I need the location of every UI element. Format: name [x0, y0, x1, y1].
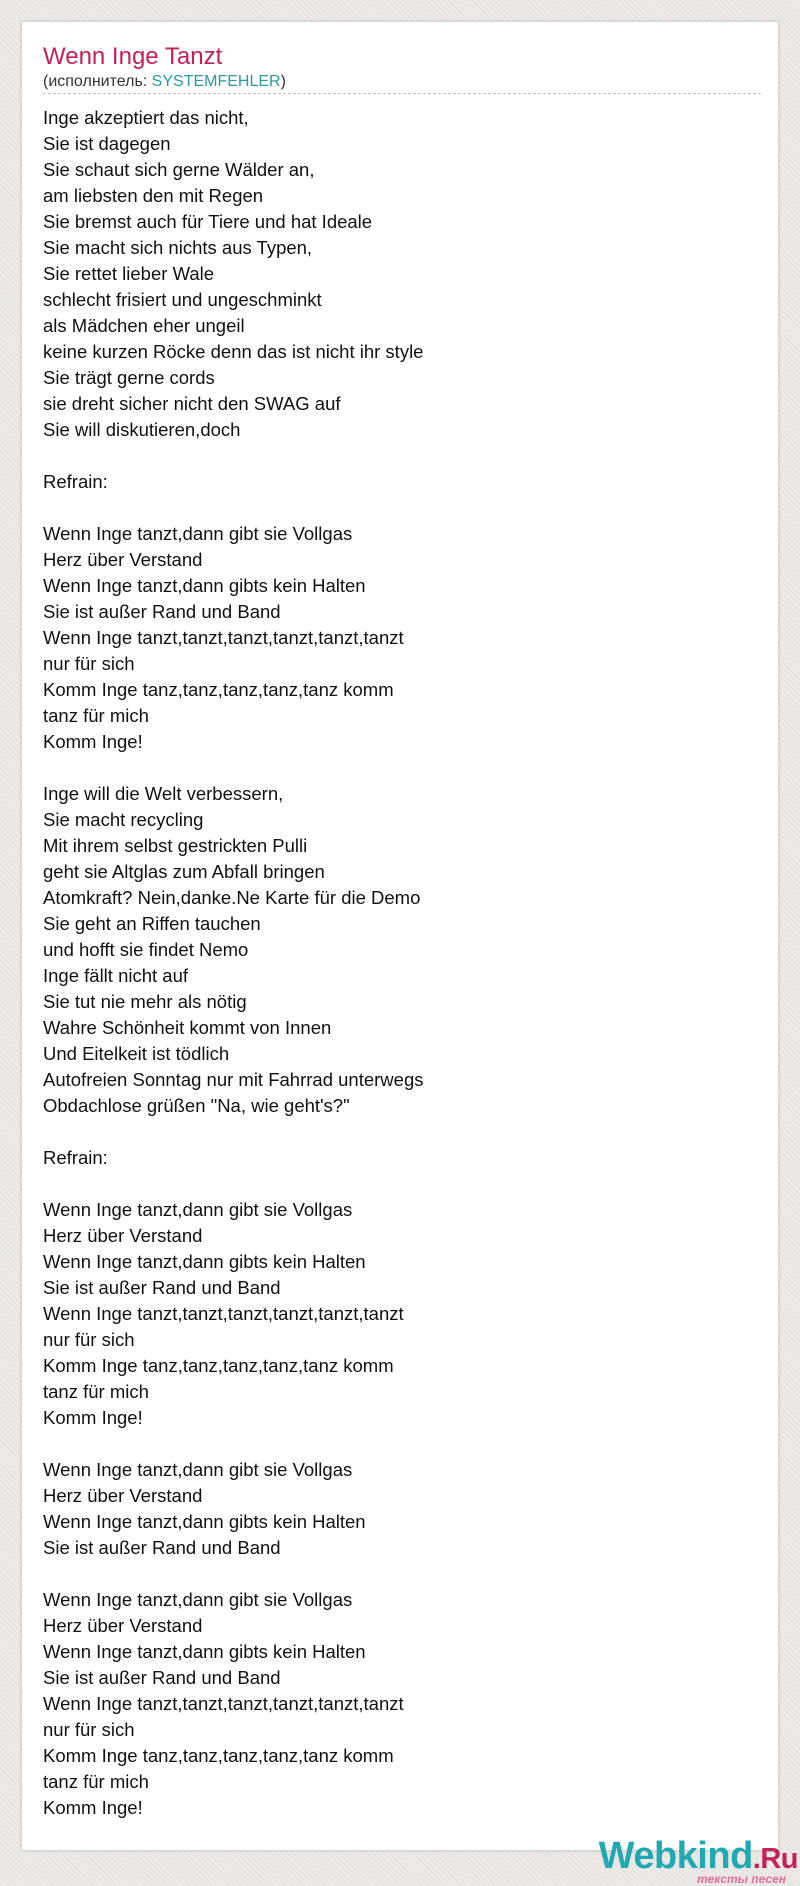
- lyric-line: Herz über Verstand: [43, 1485, 203, 1506]
- song-title: Wenn Inge Tanzt: [43, 43, 223, 70]
- lyric-line: Sie ist außer Rand und Band: [43, 1277, 281, 1298]
- lyrics-text: [43, 105, 424, 1821]
- logo-main-text: Webkind: [598, 1835, 753, 1877]
- lyric-line: Atomkraft? Nein,danke.Ne Karte für die Demo: [43, 887, 421, 908]
- lyric-line: Und Eitelkeit ist tödlich: [43, 1043, 230, 1064]
- lyric-line: Inge fällt nicht auf: [43, 965, 189, 986]
- lyric-line: am liebsten den mit Regen: [43, 185, 264, 206]
- lyric-line: Autofreien Sonntag nur mit Fahrrad unterwegs: [43, 1069, 424, 1090]
- lyric-line: Wenn Inge tanzt,dann gibts kein Halten: [43, 1511, 366, 1532]
- webkind-logo[interactable]: [583, 1835, 798, 1886]
- lyric-line: keine kurzen Röcke denn das ist nicht ihr style: [43, 341, 424, 362]
- lyric-line: Wenn Inge tanzt,tanzt,tanzt,tanzt,tanzt,tanzt: [43, 627, 404, 648]
- lyric-line: [43, 1561, 424, 1587]
- lyric-line: und hofft sie findet Nemo: [43, 939, 249, 960]
- logo-tagline: тексты песен: [697, 1872, 786, 1886]
- lyric-line: Wenn Inge tanzt,dann gibts kein Halten: [43, 575, 366, 596]
- lyric-line: Sie will diskutieren,doch: [43, 419, 241, 440]
- lyric-line: [43, 495, 424, 521]
- lyric-line: Sie ist außer Rand und Band: [43, 1667, 281, 1688]
- lyric-line: Herz über Verstand: [43, 549, 203, 570]
- lyric-line: [43, 755, 424, 781]
- lyric-line: nur für sich: [43, 1329, 135, 1350]
- lyric-line: Komm Inge tanz,tanz,tanz,tanz,tanz komm: [43, 1745, 394, 1766]
- lyric-line: nur für sich: [43, 653, 135, 674]
- lyric-line: [43, 1431, 424, 1457]
- lyric-line: Refrain:: [43, 471, 108, 492]
- lyric-line: sie dreht sicher nicht den SWAG auf: [43, 393, 341, 414]
- lyric-line: Herz über Verstand: [43, 1225, 203, 1246]
- lyric-line: tanz für mich: [43, 1381, 149, 1402]
- artist-link[interactable]: SYSTEMFEHLER: [151, 73, 281, 90]
- lyric-line: Sie trägt gerne cords: [43, 367, 215, 388]
- lyric-line: Sie macht sich nichts aus Typen,: [43, 237, 313, 258]
- lyric-line: Sie ist außer Rand und Band: [43, 1537, 281, 1558]
- lyric-line: Komm Inge tanz,tanz,tanz,tanz,tanz komm: [43, 1355, 394, 1376]
- lyric-line: Wenn Inge tanzt,dann gibt sie Vollgas: [43, 523, 353, 544]
- lyric-line: Wenn Inge tanzt,dann gibt sie Vollgas: [43, 1589, 353, 1610]
- lyric-line: schlecht frisiert und ungeschminkt: [43, 289, 322, 310]
- lyric-line: Komm Inge!: [43, 731, 143, 752]
- lyric-line: Wenn Inge tanzt,dann gibt sie Vollgas: [43, 1199, 353, 1220]
- lyric-line: Komm Inge tanz,tanz,tanz,tanz,tanz komm: [43, 679, 394, 700]
- lyric-line: Wenn Inge tanzt,dann gibt sie Vollgas: [43, 1459, 353, 1480]
- lyrics-card: [21, 21, 798, 1886]
- lyric-line: Sie tut nie mehr als nötig: [43, 991, 247, 1012]
- lyric-line: Wenn Inge tanzt,tanzt,tanzt,tanzt,tanzt,tanzt: [43, 1693, 404, 1714]
- lyric-line: Sie macht recycling: [43, 809, 204, 830]
- lyric-line: Sie geht an Riffen tauchen: [43, 913, 261, 934]
- lyric-line: geht sie Altglas zum Abfall bringen: [43, 861, 325, 882]
- lyric-line: [43, 1119, 424, 1145]
- lyric-line: nur für sich: [43, 1719, 135, 1740]
- logo-suffix: .Ru: [752, 1843, 798, 1875]
- lyric-line: [43, 1171, 424, 1197]
- title-divider: [43, 93, 761, 94]
- lyric-line: Sie ist dagegen: [43, 133, 171, 154]
- lyric-line: Refrain:: [43, 1147, 108, 1168]
- lyric-line: Wahre Schönheit kommt von Innen: [43, 1017, 332, 1038]
- lyric-line: Sie bremst auch für Tiere und hat Ideale: [43, 211, 373, 232]
- artist-byline: [43, 72, 286, 92]
- lyric-line: als Mädchen eher ungeil: [43, 315, 245, 336]
- byline-prefix: (исполнитель:: [43, 73, 152, 90]
- lyric-line: Wenn Inge tanzt,dann gibts kein Halten: [43, 1641, 366, 1662]
- lyric-line: Wenn Inge tanzt,dann gibts kein Halten: [43, 1251, 366, 1272]
- lyric-line: Sie rettet lieber Wale: [43, 263, 215, 284]
- lyric-line: tanz für mich: [43, 1771, 149, 1792]
- lyric-line: Obdachlose grüßen "Na, wie geht's?": [43, 1095, 350, 1116]
- lyric-line: Inge akzeptiert das nicht,: [43, 107, 249, 128]
- lyric-line: Herz über Verstand: [43, 1615, 203, 1636]
- lyric-line: Mit ihrem selbst gestrickten Pulli: [43, 835, 308, 856]
- lyric-line: Inge will die Welt verbessern,: [43, 783, 284, 804]
- lyric-line: Sie schaut sich gerne Wälder an,: [43, 159, 315, 180]
- lyric-line: Sie ist außer Rand und Band: [43, 601, 281, 622]
- lyric-line: Komm Inge!: [43, 1407, 143, 1428]
- lyric-line: tanz für mich: [43, 705, 149, 726]
- byline-suffix: ): [280, 73, 286, 90]
- lyric-line: Komm Inge!: [43, 1797, 143, 1818]
- lyric-line: [43, 443, 424, 469]
- lyric-line: Wenn Inge tanzt,tanzt,tanzt,tanzt,tanzt,tanzt: [43, 1303, 404, 1324]
